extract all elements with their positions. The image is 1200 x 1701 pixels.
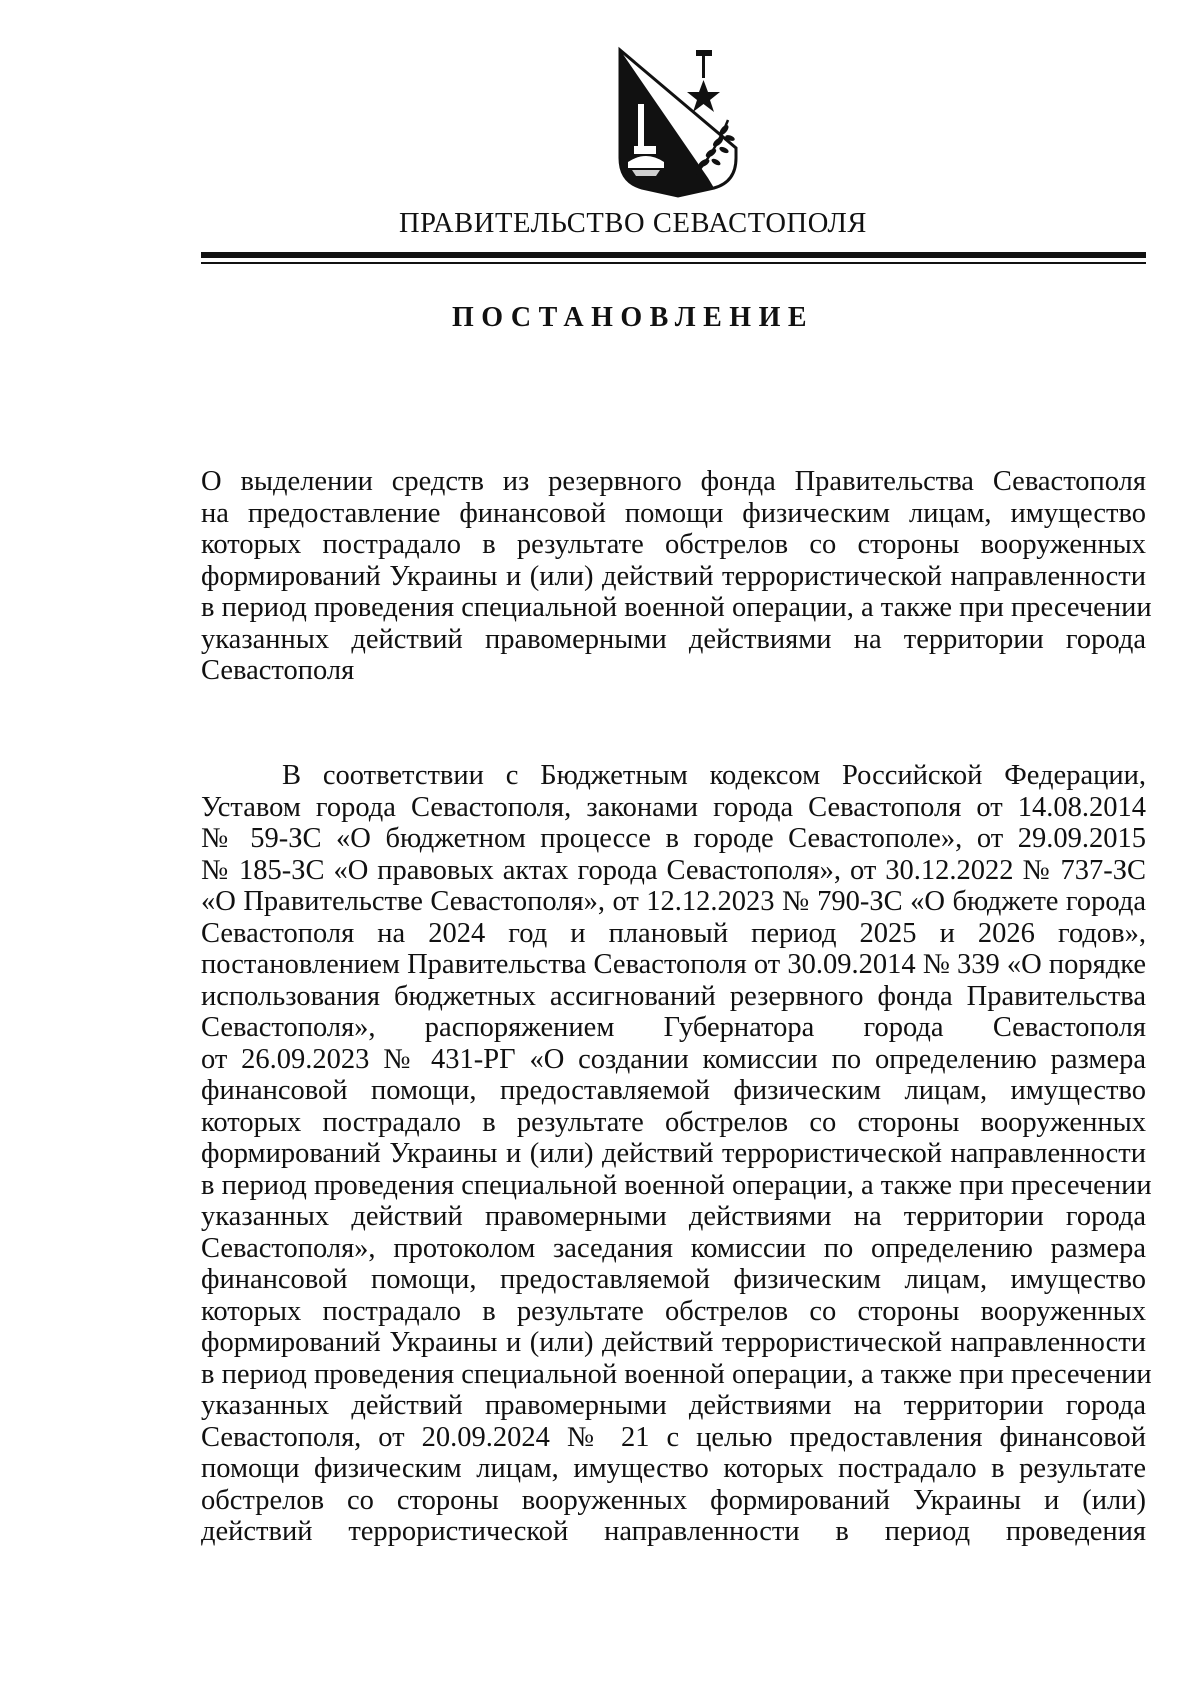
body-line: Севастополя на 2024 год и плановый период 2025 и 2026 годов», [201,917,1146,949]
document-subject [201,466,1152,687]
body-line: действий террористической направленности в период проведения [201,1516,1146,1547]
subject-line: формирований Украины и (или) действий террористической направленности [201,560,1146,592]
body-line: от 26.09.2023 № 431-РГ «О создании комиссии по определению размера [201,1043,1146,1075]
body-line: формирований Украины и (или) действий террористической направленности [201,1327,1146,1358]
body-line: формирований Украины и (или) действий террористической направленности [201,1138,1146,1169]
body-line: финансовой помощи, предоставляемой физическим лицам, имущество [201,1264,1146,1295]
subject-line: в период проведения специальной военной операции, а также при пресечении [201,592,1152,623]
subject-line: на предоставление финансовой помощи физическим лицам, имущество [201,497,1146,529]
body-line: указанных действий правомерными действиями на территории города [201,1201,1146,1232]
body-line: указанных действий правомерными действиями на территории города [201,1390,1146,1421]
organization-title: ПРАВИТЕЛЬСТВО СЕВАСТОПОЛЯ [398,208,868,239]
body-line: использования бюджетных ассигнований резервного фонда Правительства [201,980,1146,1012]
body-line: в период проведения специальной военной операции, а также при пресечении [201,1358,1152,1390]
body-line: Севастополя», протоколом заседания комиссии по определению размера [201,1232,1146,1264]
body-line: № 185-ЗС «О правовых актах города Севастополя», от 30.12.2022 № 737-ЗС [201,854,1146,886]
document-type-heading: ПОСТАНОВЛЕНИЕ [451,302,815,333]
body-line: В соответствии с Бюджетным кодексом Российской Федерации, [282,760,1146,791]
body-line: постановлением Правительства Севастополя от 30.09.2014 № 339 «О порядке [201,949,1146,980]
subject-line: указанных действий правомерными действиями на территории города [201,623,1146,655]
subject-line: О выделении средств из резервного фонда Правительства Севастополя [201,466,1146,497]
document-body [201,760,1152,1548]
body-line: которых пострадало в результате обстрелов со стороны вооруженных [201,1106,1146,1138]
header-rule-thin [201,262,1146,264]
body-line: обстрелов со стороны вооруженных формирований Украины и (или) [201,1484,1146,1516]
body-line: Севастополя», распоряжением Губернатора города Севастополя [201,1012,1146,1043]
sevastopol-coat-of-arms-icon [612,46,744,198]
body-line: финансовой помощи, предоставляемой физическим лицам, имущество [201,1075,1146,1106]
body-line: в период проведения специальной военной операции, а также при пресечении [201,1169,1152,1201]
body-line: Севастополя, от 20.09.2024 № 21 с целью предоставления финансовой [201,1421,1146,1453]
body-line: «О Правительстве Севастополя», от 12.12.2023 № 790-ЗС «О бюджете города [201,886,1146,917]
subject-line: которых пострадало в результате обстрелов со стороны вооруженных [201,529,1146,560]
body-line: помощи физическим лицам, имущество которых пострадало в результате [201,1453,1146,1484]
subject-line: Севастополя [201,655,355,686]
body-line: которых пострадало в результате обстрелов со стороны вооруженных [201,1295,1146,1327]
header-rule-thick [201,252,1146,258]
body-line: № 59-ЗС «О бюджетном процессе в городе Севастополе», от 29.09.2015 [201,823,1146,854]
body-line: Уставом города Севастополя, законами города Севастополя от 14.08.2014 [201,791,1146,823]
